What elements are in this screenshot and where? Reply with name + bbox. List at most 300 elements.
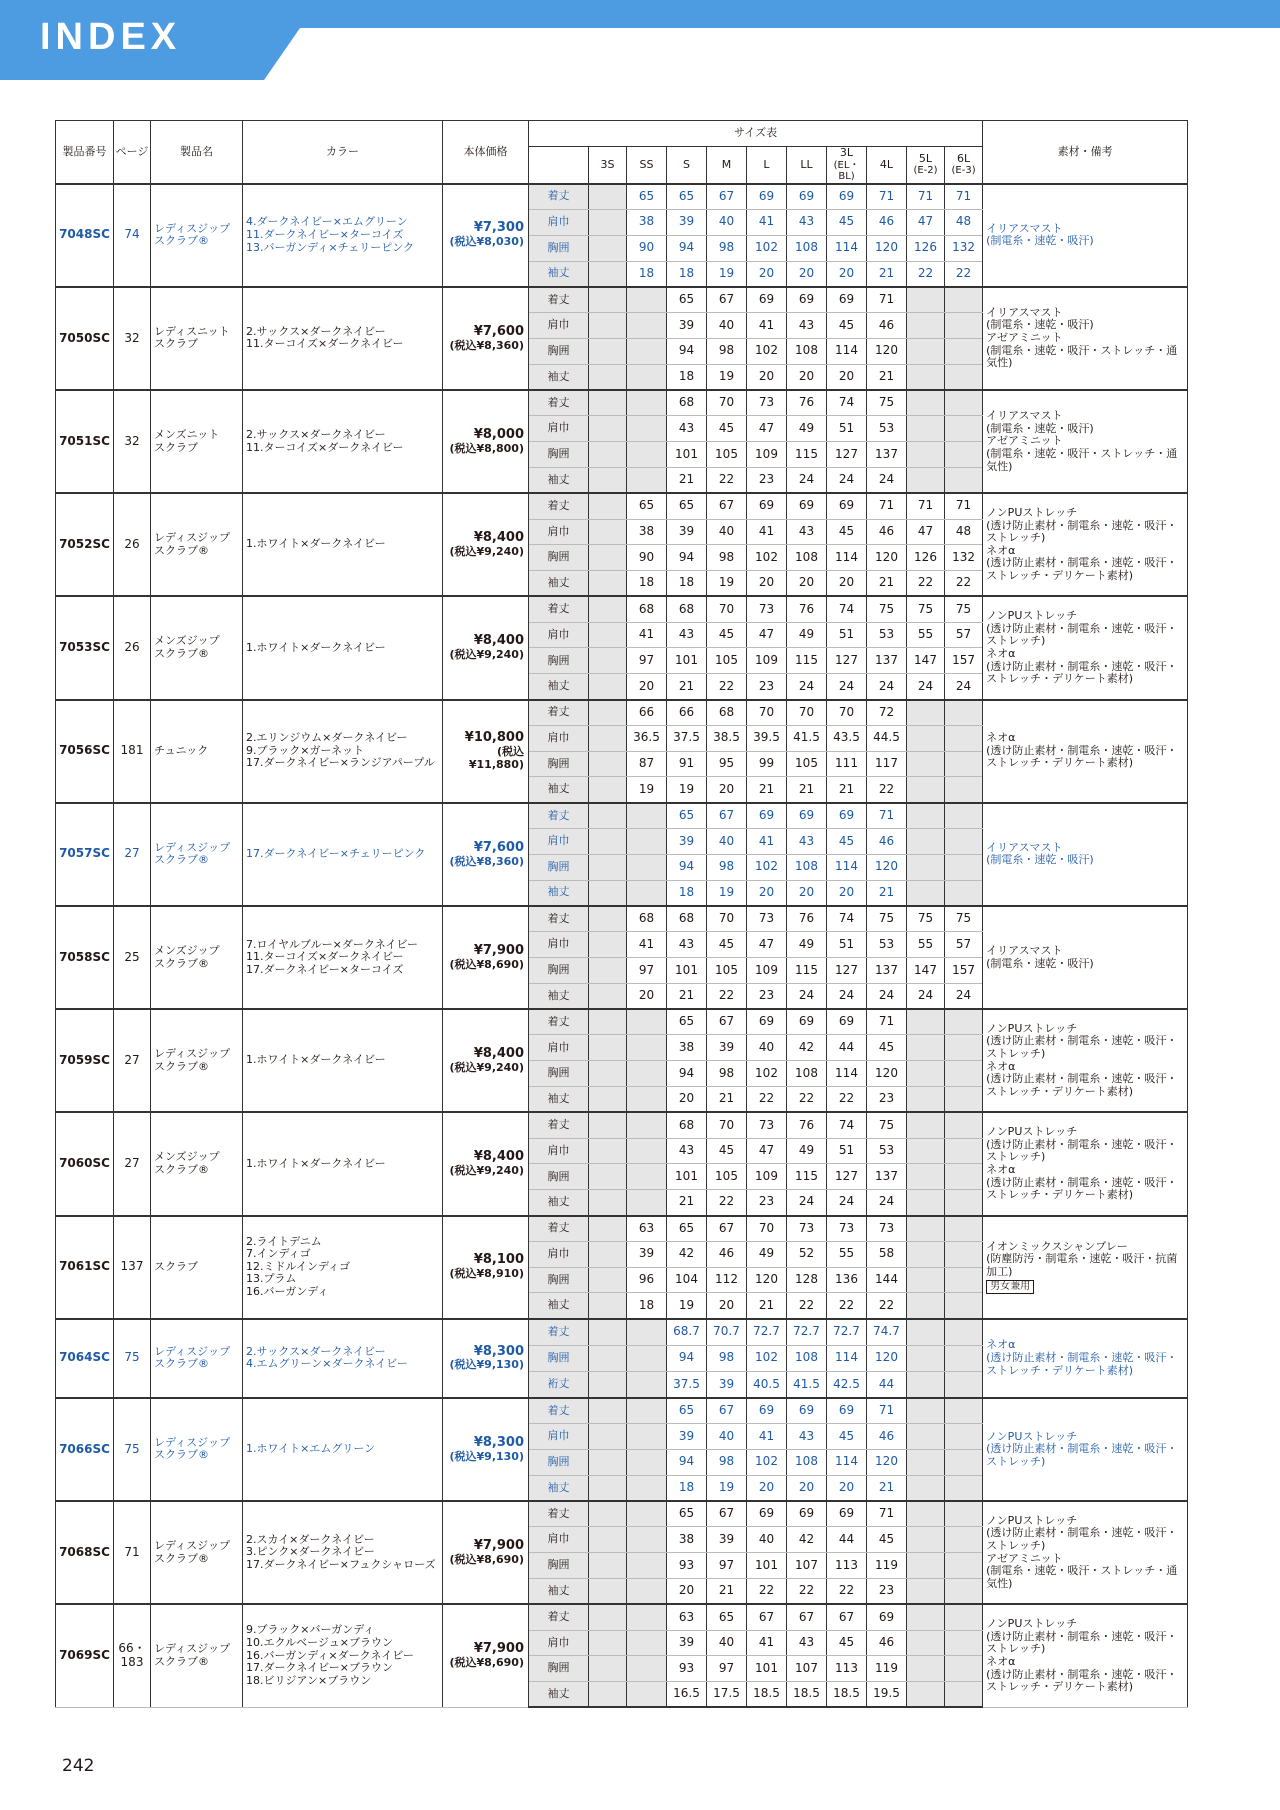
size-value: 102: [747, 338, 787, 364]
size-value: 39: [667, 209, 707, 235]
size-value: 117: [867, 751, 907, 777]
text-line: (透け防止素材・制電糸・速乾・吸汗・: [986, 518, 1178, 532]
product-material: [983, 390, 1188, 493]
measure-label: 着丈: [529, 596, 589, 622]
header-size-3s: 3S: [589, 147, 627, 184]
product-number: 7061SC: [56, 1216, 114, 1319]
header-page: ページ: [114, 121, 151, 184]
size-value: 20: [787, 261, 827, 287]
text-line: (透け防止素材・制電糸・速乾・吸汗・: [986, 1442, 1178, 1456]
product-name: [151, 1319, 243, 1398]
text-line: スクラブ: [154, 1259, 198, 1273]
text-line: イリアスマスト: [986, 840, 1063, 854]
size-value: 102: [747, 1061, 787, 1087]
size-value: [945, 1293, 983, 1319]
size-value: [907, 1371, 945, 1397]
size-value: 94: [667, 1345, 707, 1371]
size-value: 43.5: [827, 725, 867, 751]
product-material: [983, 493, 1188, 596]
price-base: ¥10,800: [464, 730, 524, 746]
size-value: 105: [787, 751, 827, 777]
size-value: 73: [787, 1216, 827, 1242]
product-material: [983, 803, 1188, 906]
size-value: [589, 622, 627, 648]
size-value: 108: [787, 1449, 827, 1475]
size-value: 24: [827, 674, 867, 700]
size-value: 101: [747, 1656, 787, 1682]
text-line: ネオα: [986, 646, 1016, 660]
product-material: [983, 596, 1188, 699]
text-line: (透け防止素材・制電糸・速乾・吸汗・: [986, 1175, 1178, 1189]
size-value: 18: [627, 1293, 667, 1319]
size-value: 126: [907, 235, 945, 261]
size-value: 57: [945, 622, 983, 648]
size-value: [945, 1009, 983, 1035]
size-value: 40: [707, 313, 747, 339]
product-name: [151, 287, 243, 390]
measure-label: 着丈: [529, 1398, 589, 1424]
size-value: [907, 1501, 945, 1527]
size-value: [907, 467, 945, 493]
size-row: [56, 1216, 1188, 1242]
size-row: [56, 1009, 1188, 1035]
price-with-tax: (税込¥9,240): [449, 1164, 524, 1178]
size-value: [589, 287, 627, 313]
size-value: 115: [787, 958, 827, 984]
size-value: 71: [867, 184, 907, 210]
measure-label: 袖丈: [529, 571, 589, 597]
text-line: メンズニット: [154, 427, 220, 441]
size-value: 40: [707, 209, 747, 235]
size-value: [589, 493, 627, 519]
size-value: 22: [787, 1578, 827, 1604]
size-value: [627, 1035, 667, 1061]
size-value: [945, 1345, 983, 1371]
size-value: [945, 1112, 983, 1138]
size-value: 43: [787, 1630, 827, 1656]
size-value: 41: [747, 829, 787, 855]
size-value: 71: [945, 493, 983, 519]
text-line: ストレッチ): [986, 634, 1046, 648]
size-value: 63: [667, 1604, 707, 1630]
size-value: [589, 1267, 627, 1293]
size-value: 69: [747, 1009, 787, 1035]
size-value: 24: [945, 983, 983, 1009]
product-material: [983, 1112, 1188, 1215]
size-value: 46: [867, 1424, 907, 1450]
size-value: 19: [667, 1293, 707, 1319]
size-value: 67: [747, 1604, 787, 1630]
text-line: アゼアミニット: [986, 331, 1063, 345]
size-value: 108: [787, 545, 827, 571]
text-line: 17.ダークネイビー×ランジアパープル: [246, 756, 435, 770]
size-value: [945, 1527, 983, 1553]
size-value: 39: [707, 1035, 747, 1061]
text-line: (透け防止素材・制電糸・速乾・吸汗・: [986, 659, 1178, 673]
size-value: 39: [667, 519, 707, 545]
text-line: ストレッチ): [986, 1047, 1046, 1061]
size-value: 20: [747, 880, 787, 906]
size-value: [627, 1138, 667, 1164]
text-line: 9.ブラック×バーガンディ: [246, 1623, 375, 1637]
size-value: 20: [667, 1578, 707, 1604]
measure-label: 肩巾: [529, 1424, 589, 1450]
size-value: 21: [827, 777, 867, 803]
measure-label: 袖丈: [529, 983, 589, 1009]
size-value: 120: [867, 1345, 907, 1371]
text-line: 4.エムグリーン×ダークネイビー: [246, 1357, 408, 1371]
text-line: レディスジップ: [154, 1539, 231, 1553]
size-value: [907, 1424, 945, 1450]
size-value: 69: [787, 803, 827, 829]
size-value: 22: [827, 1578, 867, 1604]
product-colors: [243, 493, 443, 596]
size-value: 22: [707, 467, 747, 493]
size-value: 55: [827, 1241, 867, 1267]
size-value: 22: [907, 571, 945, 597]
size-value: [945, 1398, 983, 1424]
size-value: 18: [667, 571, 707, 597]
size-value: [627, 803, 667, 829]
size-value: 120: [867, 854, 907, 880]
product-material: [983, 1216, 1188, 1319]
product-number: 7048SC: [56, 184, 114, 287]
size-value: [945, 390, 983, 416]
size-value: [627, 829, 667, 855]
product-name: [151, 1501, 243, 1604]
size-value: [589, 1112, 627, 1138]
product-name: [151, 390, 243, 493]
header-product-no: 製品番号: [56, 121, 114, 184]
text-line: (透け防止素材・制電糸・速乾・吸汗・: [986, 1629, 1178, 1643]
size-value: [945, 1656, 983, 1682]
size-value: 70: [707, 596, 747, 622]
size-value: [907, 880, 945, 906]
size-value: 137: [867, 1164, 907, 1190]
size-value: 41.5: [787, 1371, 827, 1397]
size-value: [589, 1475, 627, 1501]
size-value: 19: [707, 261, 747, 287]
header-size-table: サイズ表: [529, 121, 983, 147]
measure-label: 肩巾: [529, 725, 589, 751]
size-value: 37.5: [667, 1371, 707, 1397]
size-value: [589, 1656, 627, 1682]
measure-label: 胸囲: [529, 1656, 589, 1682]
product-name: [151, 1009, 243, 1112]
size-value: 127: [827, 958, 867, 984]
text-line: レディスジップ: [154, 1642, 231, 1656]
size-value: [589, 1190, 627, 1216]
size-value: 65: [667, 493, 707, 519]
size-value: 71: [867, 1398, 907, 1424]
text-line: ストレッチ): [986, 1454, 1046, 1468]
size-value: 63: [627, 1216, 667, 1242]
size-value: [627, 880, 667, 906]
size-value: 51: [827, 622, 867, 648]
size-value: 20: [667, 1087, 707, 1113]
text-line: (制電糸・速乾・吸汗): [986, 421, 1094, 435]
size-value: 69: [787, 1009, 827, 1035]
size-value: 43: [787, 519, 827, 545]
size-value: [907, 1319, 945, 1345]
text-line: ストレッチ・デリケート素材): [986, 569, 1134, 583]
size-value: [589, 725, 627, 751]
size-value: 132: [945, 235, 983, 261]
product-name: [151, 1604, 243, 1707]
size-value: [627, 1682, 667, 1708]
measure-label: 着丈: [529, 906, 589, 932]
size-value: [627, 1009, 667, 1035]
price-with-tax: (税込¥11,880): [468, 745, 524, 771]
size-value: 38: [627, 519, 667, 545]
size-value: 51: [827, 1138, 867, 1164]
size-value: [907, 700, 945, 726]
size-value: 112: [707, 1267, 747, 1293]
size-row: [56, 390, 1188, 416]
size-value: 109: [747, 958, 787, 984]
text-line: (制電糸・速乾・吸汗): [986, 956, 1094, 970]
text-line: 13.バーガンディ×チェリーピンク: [246, 240, 415, 254]
size-value: [589, 1424, 627, 1450]
size-value: 43: [667, 1138, 707, 1164]
size-value: 24: [867, 674, 907, 700]
size-value: [907, 1009, 945, 1035]
text-line: (透け防止素材・制電糸・速乾・吸汗・: [986, 1350, 1178, 1364]
measure-label: 肩巾: [529, 1630, 589, 1656]
size-value: 39: [667, 1630, 707, 1656]
size-value: [589, 1241, 627, 1267]
text-line: ノンPUストレッチ: [986, 505, 1078, 519]
product-price: [443, 1501, 529, 1604]
size-value: 53: [867, 1138, 907, 1164]
size-value: 43: [787, 829, 827, 855]
size-value: 75: [945, 596, 983, 622]
product-colors: [243, 1009, 443, 1112]
text-line: ノンPUストレッチ: [986, 1125, 1078, 1138]
size-value: 71: [867, 287, 907, 313]
product-name: [151, 1398, 243, 1501]
product-material: [983, 700, 1188, 803]
product-material: [983, 906, 1188, 1009]
size-value: 67: [707, 1009, 747, 1035]
size-value: 49: [787, 622, 827, 648]
header-size-ss: SS: [627, 147, 667, 184]
size-value: [589, 1604, 627, 1630]
size-value: 70: [707, 906, 747, 932]
size-value: [907, 725, 945, 751]
product-colors: [243, 1501, 443, 1604]
size-value: 70: [787, 700, 827, 726]
measure-label: 胸囲: [529, 1061, 589, 1087]
size-value: [627, 338, 667, 364]
size-value: 65: [707, 1604, 747, 1630]
size-value: 45: [707, 622, 747, 648]
text-line: ストレッチ・デリケート素材): [986, 756, 1134, 770]
product-colors: [243, 184, 443, 287]
size-value: 23: [747, 983, 787, 1009]
size-value: [907, 1267, 945, 1293]
size-value: 20: [787, 364, 827, 390]
size-value: 41: [747, 313, 787, 339]
size-value: 69: [747, 184, 787, 210]
product-price: [443, 184, 529, 287]
size-value: 18: [667, 880, 707, 906]
text-line: ストレッチ・デリケート素材): [986, 1085, 1134, 1099]
measure-label: 胸囲: [529, 338, 589, 364]
size-value: [627, 1527, 667, 1553]
measure-label: 着丈: [529, 184, 589, 210]
size-value: 105: [707, 648, 747, 674]
product-colors: [243, 390, 443, 493]
size-value: [589, 313, 627, 339]
price-base: ¥8,300: [473, 1343, 524, 1359]
size-value: 57: [945, 932, 983, 958]
product-price: [443, 1319, 529, 1398]
size-value: 97: [627, 958, 667, 984]
size-value: 102: [747, 1449, 787, 1475]
size-value: 45: [707, 416, 747, 442]
size-value: [907, 390, 945, 416]
measure-label: 胸囲: [529, 751, 589, 777]
size-value: 47: [747, 932, 787, 958]
size-value: 70: [747, 1216, 787, 1242]
product-page: 75: [114, 1398, 151, 1501]
size-value: 71: [945, 184, 983, 210]
product-material: [983, 1319, 1188, 1398]
size-value: 144: [867, 1267, 907, 1293]
size-row: [56, 1604, 1188, 1630]
size-value: [945, 725, 983, 751]
text-line: ストレッチ): [986, 1642, 1046, 1656]
size-value: 101: [667, 648, 707, 674]
size-value: [907, 287, 945, 313]
size-value: 94: [667, 235, 707, 261]
size-value: [589, 1630, 627, 1656]
measure-label: 裄丈: [529, 1371, 589, 1397]
size-value: 55: [907, 622, 945, 648]
product-number: 7058SC: [56, 906, 114, 1009]
size-value: 45: [827, 829, 867, 855]
size-value: 53: [867, 932, 907, 958]
measure-label: 袖丈: [529, 1475, 589, 1501]
size-value: 41: [747, 1630, 787, 1656]
size-value: 98: [707, 545, 747, 571]
size-value: [589, 1319, 627, 1345]
size-value: 46: [867, 1630, 907, 1656]
size-value: 67: [707, 493, 747, 519]
size-value: [627, 1112, 667, 1138]
measure-label: 胸囲: [529, 854, 589, 880]
text-line: チュニック: [154, 743, 209, 757]
size-value: 19: [667, 777, 707, 803]
size-value: [945, 1578, 983, 1604]
product-colors: [243, 700, 443, 803]
measure-label: 着丈: [529, 1604, 589, 1630]
size-value: 137: [867, 442, 907, 468]
measure-label: 着丈: [529, 1501, 589, 1527]
size-value: 111: [827, 751, 867, 777]
size-value: [945, 751, 983, 777]
header-size-ll: LL: [787, 147, 827, 184]
size-value: 46: [867, 313, 907, 339]
size-value: 23: [747, 674, 787, 700]
size-value: 43: [667, 932, 707, 958]
text-line: スクラブ®: [154, 1059, 209, 1073]
size-value: 19: [627, 777, 667, 803]
size-value: 19: [707, 364, 747, 390]
text-line: 17.ダークネイビー×ブラウン: [246, 1661, 393, 1675]
text-line: レディスジップ: [154, 840, 231, 854]
size-value: 115: [787, 1164, 827, 1190]
size-row: [56, 1398, 1188, 1424]
size-value: 68: [667, 1112, 707, 1138]
size-value: 97: [707, 1553, 747, 1579]
text-line: ストレッチ・デリケート素材): [986, 1680, 1134, 1694]
size-value: [945, 1604, 983, 1630]
size-value: 41: [627, 622, 667, 648]
size-value: 47: [747, 1138, 787, 1164]
size-value: 127: [827, 1164, 867, 1190]
measure-label: 袖丈: [529, 1682, 589, 1708]
size-value: 45: [707, 1138, 747, 1164]
size-value: [945, 854, 983, 880]
product-material: [983, 1501, 1188, 1604]
size-value: 69: [827, 1009, 867, 1035]
text-line: 1.ホワイト×エムグリーン: [246, 1442, 376, 1456]
text-line: ストレッチ・デリケート素材): [986, 1363, 1134, 1377]
size-value: 94: [667, 1061, 707, 1087]
size-value: [945, 1164, 983, 1190]
product-number: 7059SC: [56, 1009, 114, 1112]
size-value: [945, 1267, 983, 1293]
size-value: [907, 416, 945, 442]
text-line: (透け防止素材・制電糸・速乾・吸汗・: [986, 1034, 1178, 1048]
text-line: ノンPUストレッチ: [986, 609, 1078, 623]
size-value: 48: [945, 209, 983, 235]
size-value: [907, 1241, 945, 1267]
size-value: 114: [827, 235, 867, 261]
product-number: 7053SC: [56, 596, 114, 699]
size-value: 102: [747, 545, 787, 571]
text-line: (制電糸・速乾・吸汗): [986, 318, 1094, 332]
size-value: [589, 338, 627, 364]
size-value: 108: [787, 1345, 827, 1371]
size-value: 90: [627, 235, 667, 261]
size-value: 24: [827, 983, 867, 1009]
size-value: [907, 1061, 945, 1087]
size-value: [945, 777, 983, 803]
size-value: 22: [945, 261, 983, 287]
price-with-tax: (税込¥9,130): [449, 1449, 524, 1463]
product-page: 74: [114, 184, 151, 287]
size-value: [589, 1682, 627, 1708]
size-row: [56, 700, 1188, 726]
text-line: (防塵防汚・制電糸・速乾・吸汗・抗菌加工): [986, 1252, 1178, 1278]
product-number: 7050SC: [56, 287, 114, 390]
size-value: 102: [747, 1345, 787, 1371]
size-value: 73: [867, 1216, 907, 1242]
product-material: [983, 287, 1188, 390]
measure-label: 袖丈: [529, 880, 589, 906]
size-value: 73: [827, 1216, 867, 1242]
price-base: ¥8,400: [473, 530, 524, 545]
measure-label: 着丈: [529, 493, 589, 519]
size-value: [627, 442, 667, 468]
measure-label: 肩巾: [529, 313, 589, 339]
measure-label: 着丈: [529, 700, 589, 726]
text-line: ストレッチ・デリケート素材): [986, 1188, 1134, 1202]
size-value: 43: [667, 622, 707, 648]
